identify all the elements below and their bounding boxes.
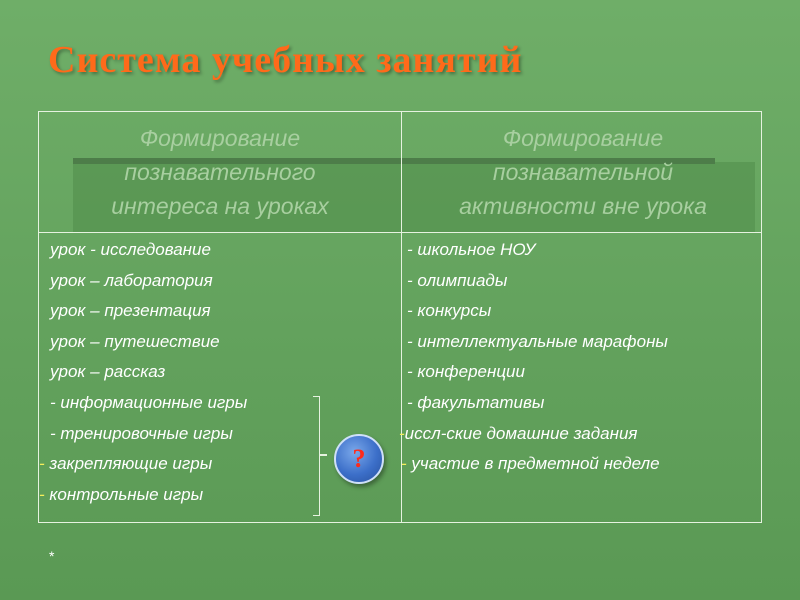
list-item: урок – презентация	[50, 301, 211, 321]
list-item: - конференции	[407, 362, 525, 382]
list-item: - тренировочные игры	[50, 423, 233, 443]
list-item: - контрольные игры	[39, 484, 204, 504]
list-item: - интеллектуальные марафоны	[407, 331, 668, 351]
footnote-asterisk: *	[49, 548, 55, 564]
lesson-types-list	[39, 235, 248, 510]
list-item: - закрепляющие игры	[39, 454, 213, 474]
list-item: урок - исследование	[50, 240, 211, 259]
header-lessons: Формирование познавательного интереса на уроках	[111, 125, 329, 219]
header-divider	[39, 232, 761, 233]
games-bracket	[313, 396, 320, 516]
list-item: - школьное НОУ	[407, 240, 536, 259]
question-button[interactable]: ?	[334, 434, 384, 484]
list-item: - конкурсы	[407, 301, 492, 321]
list-item: урок – путешествие	[50, 331, 220, 351]
games-bracket-tick	[319, 454, 327, 456]
list-item: - факультативы	[407, 392, 545, 412]
list-item: - олимпиады	[407, 270, 508, 290]
list-item: урок – лаборатория	[50, 270, 213, 290]
list-item: - информационные игры	[50, 392, 248, 412]
header-extracurricular: Формирование познавательной активности вне урока	[459, 125, 707, 219]
slide-title: Система учебных занятий	[48, 39, 523, 81]
list-item: - участие в предметной неделе	[401, 454, 660, 474]
list-item: урок – рассказ	[50, 362, 166, 382]
extracurricular-list	[399, 235, 668, 480]
activities-table	[38, 111, 762, 523]
list-item: -иссл-ские домашние задания	[399, 423, 638, 443]
